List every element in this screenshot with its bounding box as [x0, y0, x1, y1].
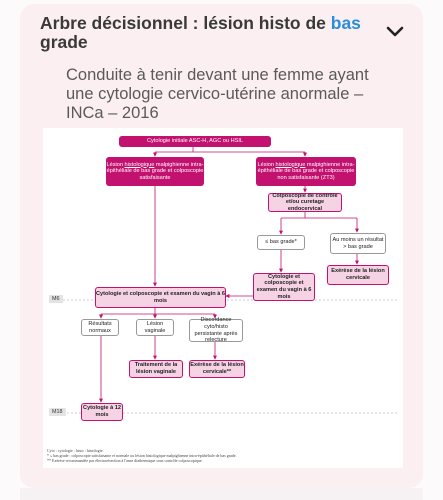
node-excision-right	[327, 265, 389, 285]
title-accent: bas	[330, 13, 361, 33]
node-text: Cytologie et colposcopie et examen du vagin à 6 mois	[96, 290, 226, 304]
timeline-m6: M6	[49, 295, 63, 303]
node-text: Cytologie initiale ASC-H, AGC ou HSIL	[146, 138, 244, 145]
node-text: Au moins un résultat > bas grade	[332, 236, 384, 250]
node-initial-cytology	[119, 136, 271, 147]
chevron-down-icon[interactable]	[383, 22, 407, 40]
title-suffix: grade	[40, 32, 88, 52]
node-text: Cytologie et colposcopie et examen du vagin à 6 mois	[256, 273, 312, 300]
timeline-m18: M18	[49, 408, 66, 416]
node-text: Lésion histologique malpighienne intra-épithéliale de bas grade et colposcopie non satisfaisante (ZT3)	[257, 161, 355, 181]
node-excision-bottom	[189, 360, 245, 378]
node-text: ≤ bas grade*	[265, 239, 297, 246]
node-at-least-one	[330, 233, 386, 254]
footnote-1: Cyto : cytologie ; histo : histologie.	[47, 448, 104, 453]
node-cytology-right	[253, 273, 315, 301]
node-text: Traitement de la lésion vaginale	[134, 362, 178, 375]
node-text: Discordance cyto/histo persistante après relecture	[194, 317, 238, 344]
node-left-branch	[106, 157, 204, 186]
node-cytology-6-months	[95, 287, 226, 308]
node-text: Lésion vaginale	[144, 320, 166, 334]
footnote-2: * ≤ bas grade : colposcopie satisfaisante et normale ou lésion histologique malpighienne intra-épithéliale de bas grade.	[47, 453, 237, 458]
node-vaginal-treatment	[129, 360, 183, 378]
node-text: Cytologie à 12 mois	[83, 405, 121, 418]
title-prefix: Arbre décisionnel : lésion histo de	[40, 13, 331, 33]
node-text: Exérèse de la lésion cervicale	[331, 268, 385, 281]
node-low-grade	[257, 235, 305, 250]
node-colposcopy-control	[268, 193, 342, 212]
node-cytology-12-months	[81, 403, 123, 421]
accordion-title[interactable]	[40, 14, 380, 52]
node-text: Lésion histologique malpighienne intra-épithéliale de bas grade et colposcopie satisfaisante	[106, 161, 204, 181]
node-text: Exérèse de la lésion cervicale**	[190, 362, 244, 375]
figure-caption: Conduite à tenir devant une femme ayant une cytologie cervico-utérine anormale – INCa – 2016	[66, 66, 369, 122]
next-card-edge	[20, 488, 423, 500]
node-right-branch	[256, 157, 356, 186]
node-discordance	[189, 319, 243, 342]
node-text: Colposcopie de contrôle et/ou curetage endocervical	[272, 192, 338, 212]
decision-tree-diagram	[43, 128, 403, 468]
node-normal-results	[81, 319, 119, 336]
node-text: Résultats normaux	[88, 320, 112, 334]
footnote-3: ** Exérèse recommandée par électrorésection à l'anse diathermique sous contrôle colposcopique.	[47, 458, 203, 463]
node-vaginal-lesion	[136, 319, 174, 336]
